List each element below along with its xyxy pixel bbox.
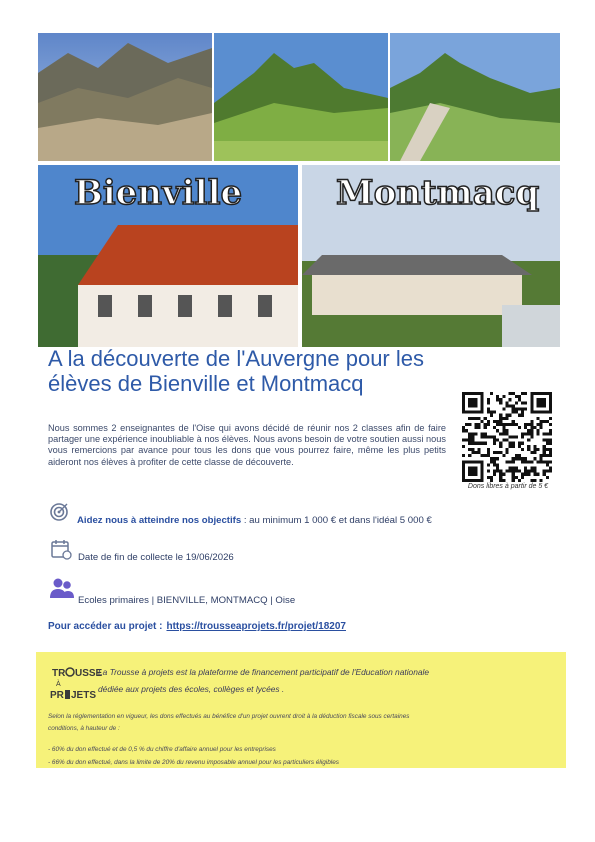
svg-text:TR: TR <box>52 668 66 679</box>
tax-intro-2: conditions, à hauteur de : <box>48 725 120 732</box>
group-icon <box>49 576 75 600</box>
svg-text:JETS: JETS <box>71 690 97 701</box>
goal-detail: : au minimum 1 000 € et dans l'idéal 5 000 € <box>241 515 432 526</box>
svg-text:USSE: USSE <box>75 668 103 679</box>
page-title: A la découverte de l'Auvergne pour les élèves de Bienville et Montmacq <box>48 346 424 396</box>
bienville-photo <box>38 165 298 347</box>
footer-line-1: La Trousse à projets est la plateforme de financement participatif de l'Education nationale <box>98 667 430 677</box>
tax-intro-1: Selon la réglementation en vigueur, les dons effectués au bénéfice d'un projet ouvrent droit à la déduction fiscale sous certaines <box>48 713 410 720</box>
svg-text:PR: PR <box>50 690 64 701</box>
project-label: Pour accéder au projet : <box>48 621 163 632</box>
intro-paragraph: Nous sommes 2 enseignantes de l'Oise qui avons décidé de réunir nos 2 classes afin de faire partager une expérience inoubliable à nos élèves. Nous avons besoin de votre soutien aussi nous vous remercions par avance pour tous les dons que vous pourrez faire, même les plus petits aideront nos élèves à profiter de cette classe de découverte. <box>48 423 446 467</box>
mountain-photo-1 <box>38 33 212 161</box>
mountain-photo-3 <box>390 33 560 161</box>
bienville-label: Bienville <box>74 173 243 213</box>
footer-line-2: dédiée aux projets des écoles, collèges et lycées . <box>98 684 285 694</box>
calendar-icon <box>50 538 72 560</box>
schools-text: Ecoles primaires | BIENVILLE, MONTMACQ | Oise <box>78 595 296 606</box>
deadline-text: Date de fin de collecte le 19/06/2026 <box>78 552 234 563</box>
goal-line <box>77 515 432 526</box>
qr-code[interactable] <box>462 392 552 482</box>
trousse-logo <box>48 662 103 704</box>
montmacq-photo <box>302 165 560 347</box>
tax-item-2: - 66% du don effectué, dans la limite de 20% du revenu imposable annuel pour les particuliers éligibles <box>48 759 339 766</box>
goal-label: Aidez nous à atteindre nos objectifs <box>77 515 242 526</box>
target-icon <box>48 500 70 522</box>
project-link[interactable]: https://trousseaprojets.fr/projet/18207 <box>166 621 346 632</box>
tax-item-1: - 60% du don effectué et de 0,5 % du chiffre d'affaire annuel pour les entreprises <box>48 746 276 753</box>
mountain-photo-2 <box>214 33 388 161</box>
svg-text:À: À <box>56 681 61 688</box>
montmacq-label: Montmacq <box>336 173 540 213</box>
qr-caption: Dons libres à partir de 5 € <box>467 483 549 490</box>
project-line <box>48 621 346 632</box>
